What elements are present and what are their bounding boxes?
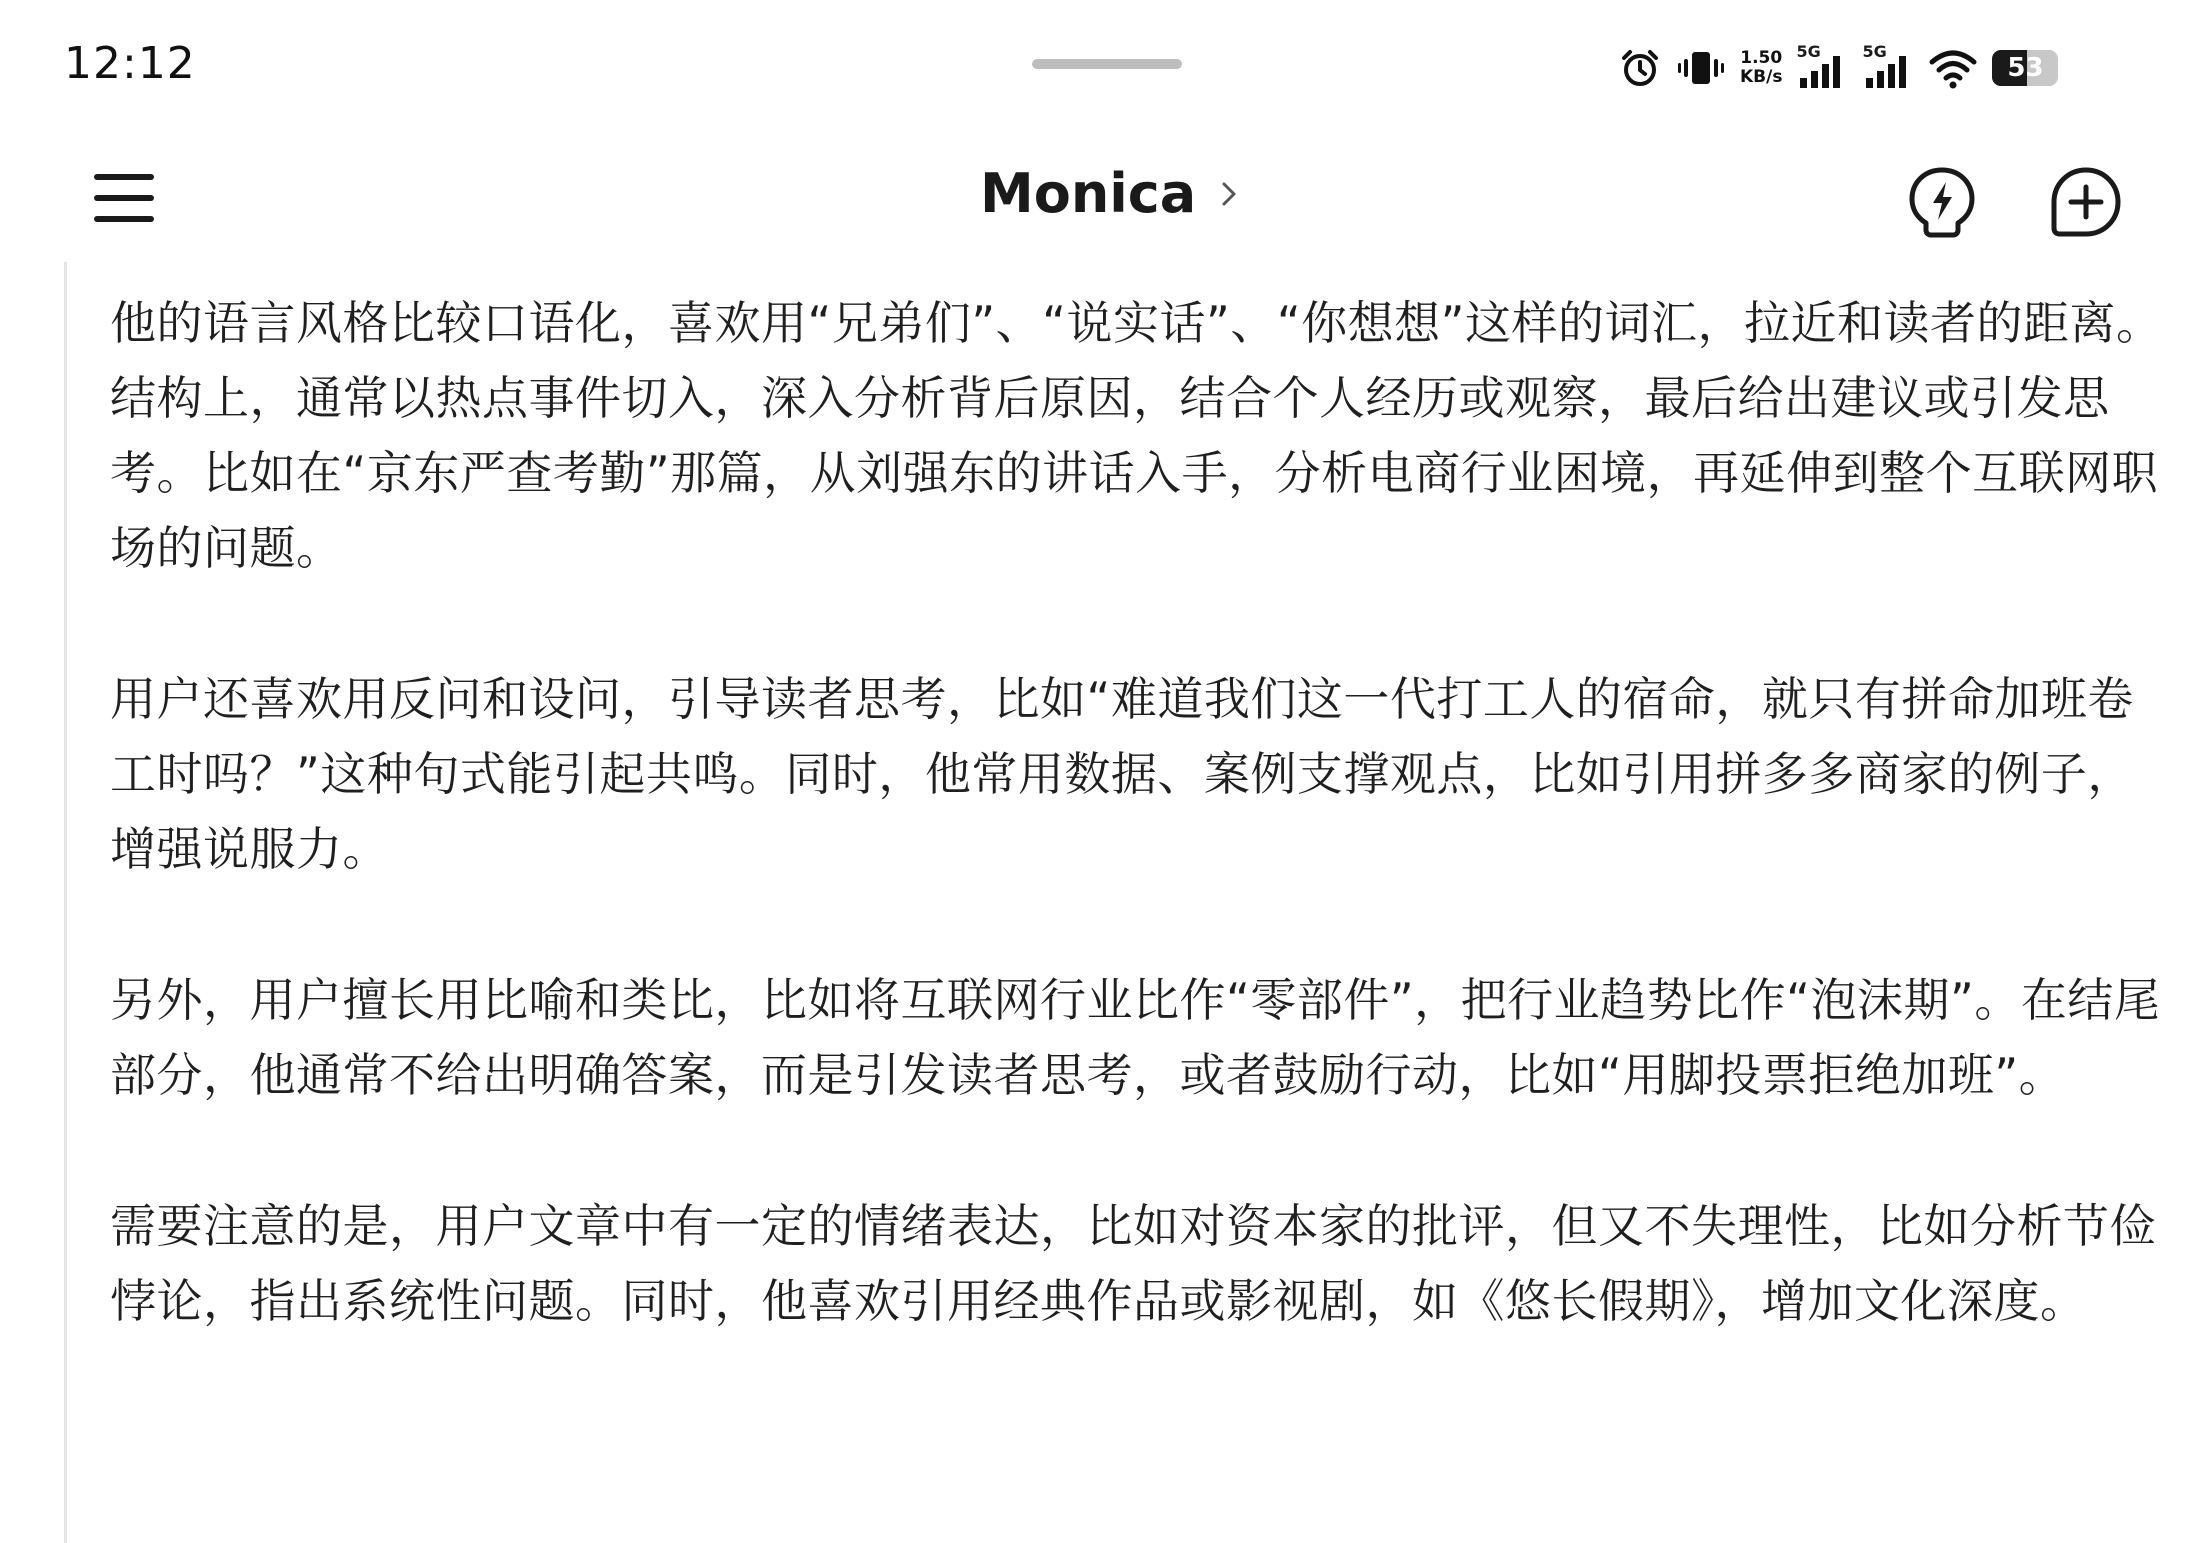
quick-action-button[interactable] [1902, 162, 1982, 242]
message-paragraph: 需要注意的是，用户文章中有一定的情绪表达，比如对资本家的批评，但又不失理性，比如分析节俭悖论，指出系统性问题。同时，他喜欢引用经典作品或影视剧，如《悠长假期》，增加文化深度。 [110, 1199, 2156, 1328]
pull-handle[interactable] [1032, 59, 1182, 69]
plus-circle-icon [2046, 162, 2126, 242]
message-paragraph: 用户还喜欢用反问和设问，引导读者思考，比如“难道我们这一代打工人的宿命，就只有拼命加班卷工时吗？”这种句式能引起共鸣。同时，他常用数据、案例支撑观点，比如引用拼多多商家的例子，增强说服力。 [110, 672, 2134, 876]
message-paragraph: 他的语言风格比较口语化，喜欢用“兄弟们”、“说实话”、“你想想”这样的词汇，拉近和读者的距离。结构上，通常以热点事件切入，深入分析背后原因，结合个人经历或观察，最后给出建议或引发思考。比如在“京东严查考勤”那篇，从刘强东的讲话入手，分析电商行业困境，再延伸到整个互联网职场的问题。 [110, 296, 2163, 575]
network-speed [1740, 49, 1782, 87]
signal-5g-icon [1796, 44, 1848, 92]
network-speed-value: 1.50 [1740, 48, 1783, 68]
lightning-bulb-icon [1902, 162, 1982, 242]
app-header [0, 140, 2200, 250]
chat-content[interactable] [0, 262, 2200, 1543]
vibrate-icon [1676, 46, 1726, 90]
status-bar [0, 0, 2200, 140]
message-paragraph: 另外，用户擅长用比喻和类比，比如将互联网行业比作“零部件”，把行业趋势比作“泡沫期”。在结尾部分，他通常不给出明确答案，而是引发读者思考，或者鼓励行动，比如“用脚投票拒绝加班”。 [110, 973, 2161, 1102]
status-time: 12:12 [64, 38, 196, 89]
app-title: Monica [980, 162, 1197, 225]
new-chat-button[interactable] [2046, 162, 2126, 242]
alarm-icon [1618, 46, 1662, 90]
signal-label: 5G [1862, 42, 1887, 61]
signal-5g-icon [1862, 44, 1914, 92]
status-icons [1618, 40, 2058, 96]
battery-level: 53 [2007, 53, 2044, 83]
signal-label: 5G [1796, 42, 1821, 61]
chevron-right-icon [1218, 176, 1242, 212]
menu-icon [88, 168, 160, 228]
network-speed-unit: KB/s [1740, 67, 1783, 87]
menu-button[interactable] [88, 168, 160, 228]
battery-icon [1992, 50, 2058, 86]
chat-title-button[interactable] [980, 162, 1242, 225]
quote-rule [64, 262, 67, 1543]
wifi-icon [1928, 46, 1978, 90]
assistant-message [110, 286, 2170, 1415]
